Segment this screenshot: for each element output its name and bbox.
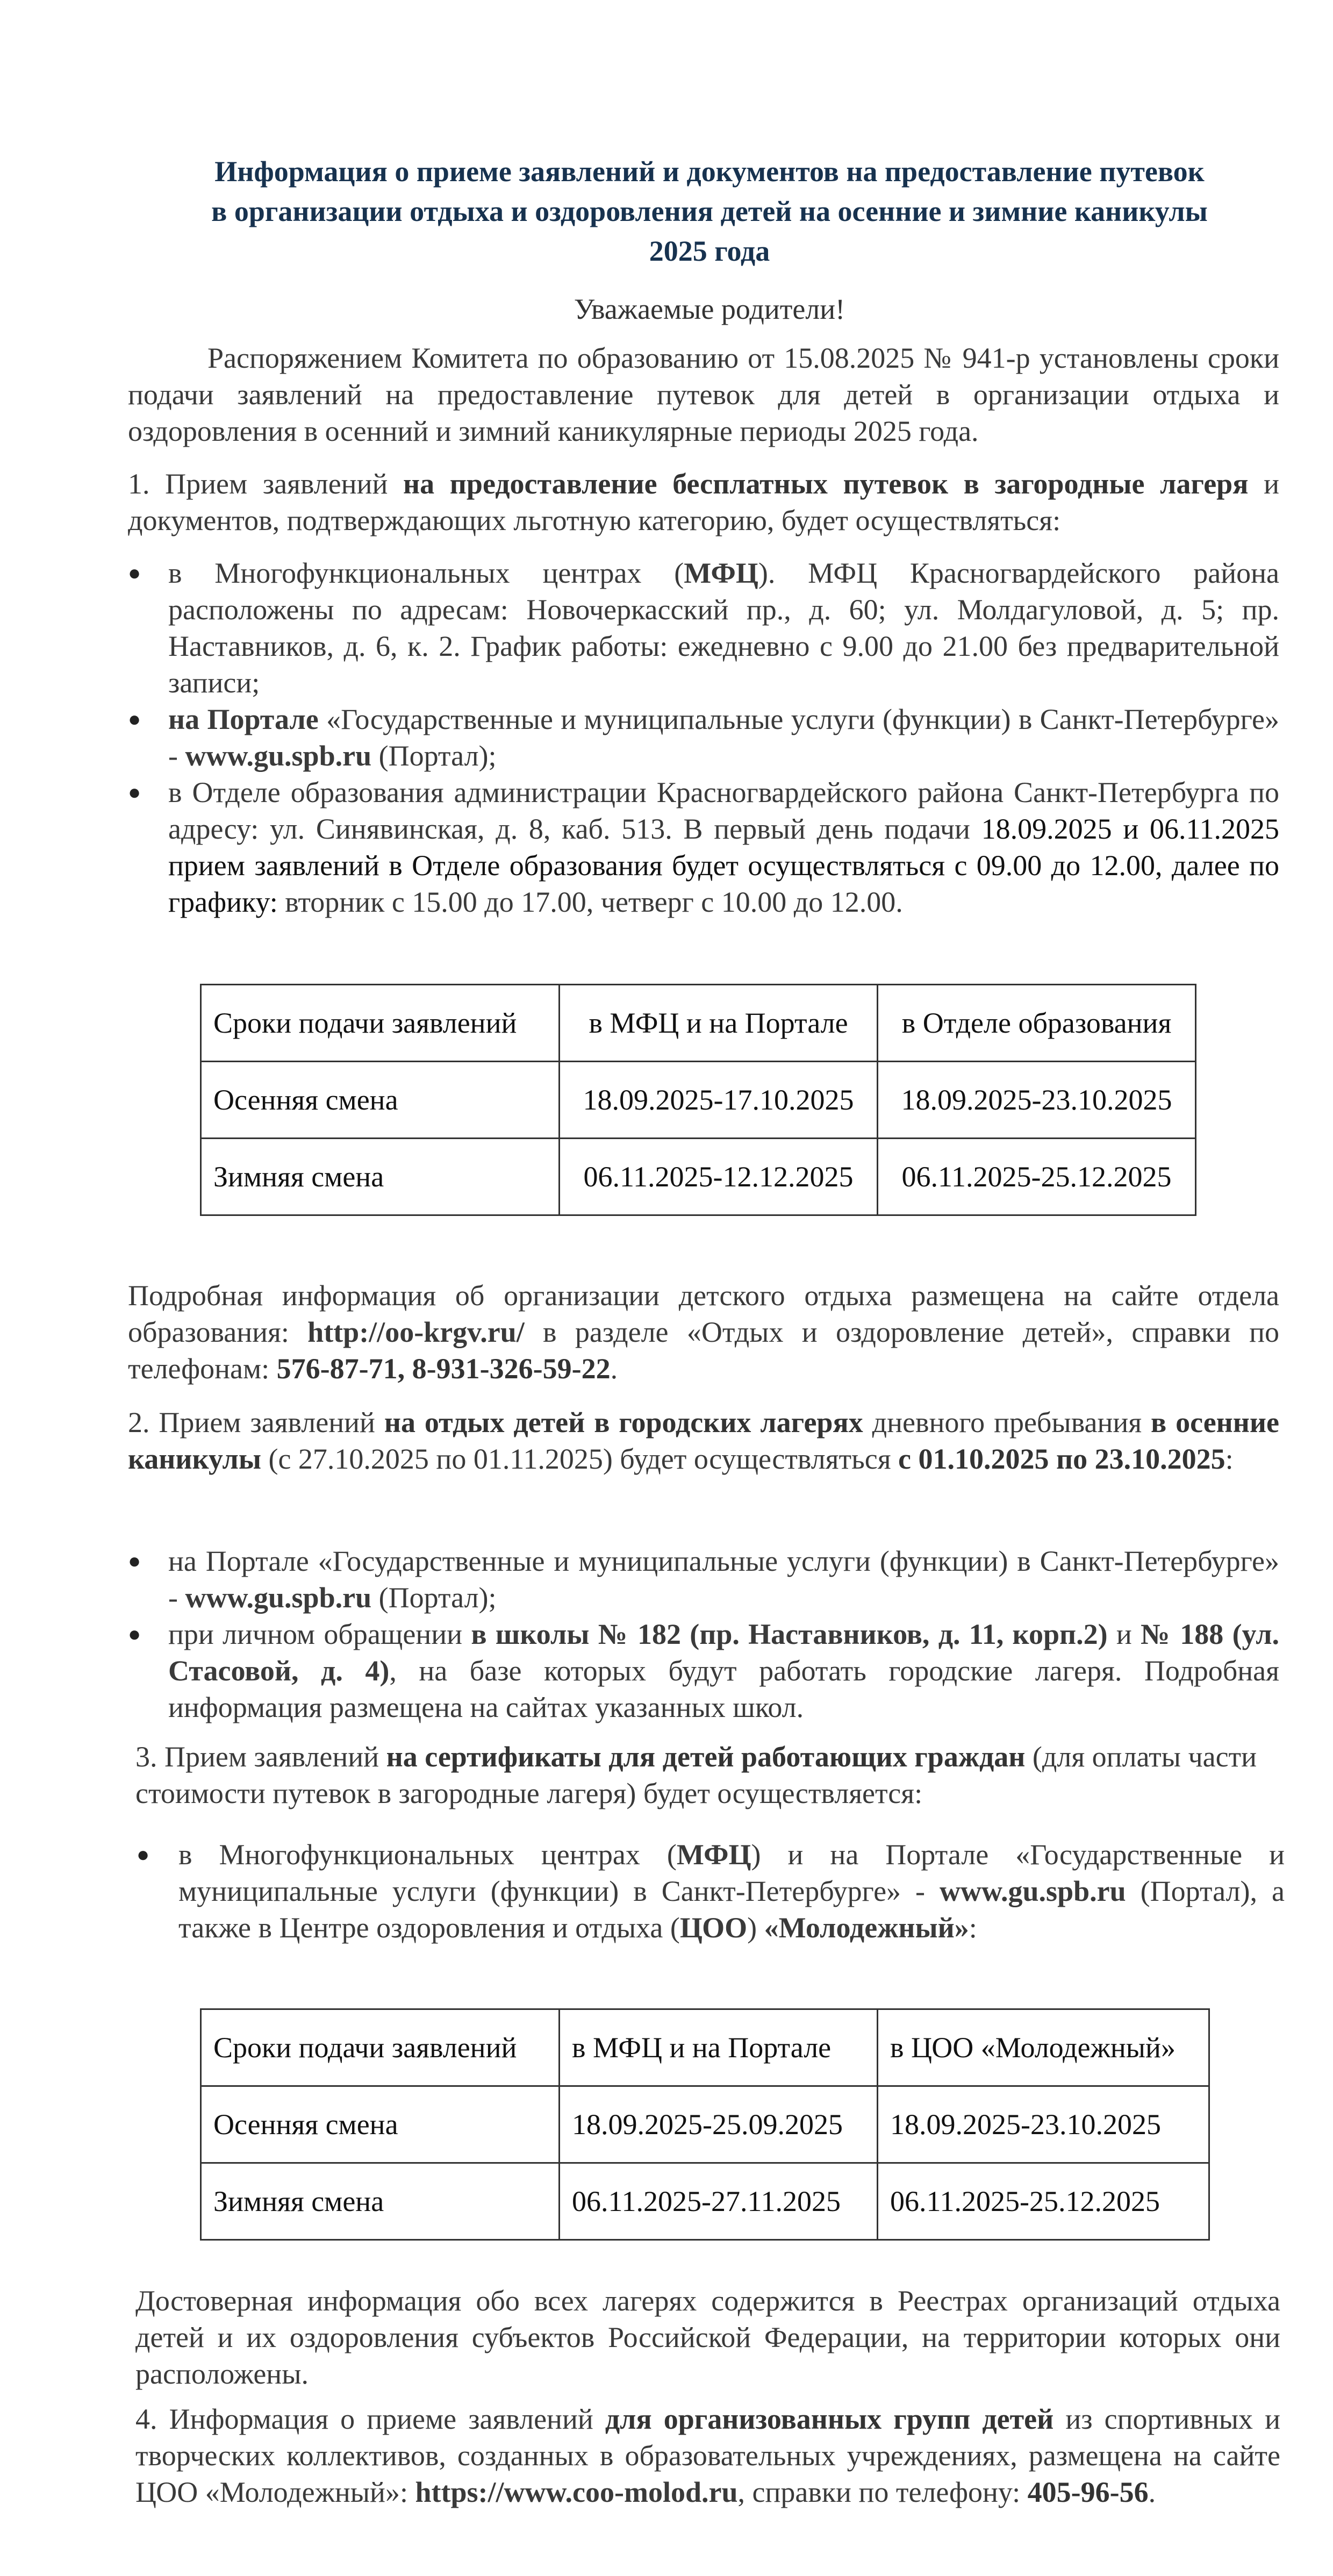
item-text: в Многофункциональных центрах ( <box>178 1838 677 1871</box>
table-header-cell: в Отделе образования <box>878 985 1196 1062</box>
table-cell: 06.11.2025-25.12.2025 <box>878 2163 1209 2240</box>
document-title <box>129 152 1290 271</box>
item-bold: МФЦ <box>676 1838 751 1871</box>
section-4-phone: 405-96-56 <box>1027 2476 1149 2508</box>
section-2-bold: в осенние каникулы <box>128 1406 1279 1475</box>
bullet-icon: ● <box>128 561 141 585</box>
schedule-table-1 <box>200 984 1196 1216</box>
section-3-bold: на сертификаты для детей работающих граждан <box>386 1741 1026 1773</box>
table-cell: 18.09.2025-23.10.2025 <box>878 1062 1196 1139</box>
section-1-heading <box>128 466 1279 539</box>
item-bold: «Молодежный» <box>764 1912 969 1944</box>
title-line-2: в организации отдыха и оздоровления детей на осенние и зимние каникулы <box>211 195 1208 227</box>
section-2-text: : <box>1225 1443 1234 1475</box>
table-header-cell: в ЦОО «Молодежный» <box>878 2009 1209 2086</box>
info-text: в разделе «Отдых и оздоровление детей», справки по телефонам: <box>128 1316 1279 1385</box>
info-text: Подробная информация об организации детского отдыха размещена на сайте отдела образования: <box>128 1279 1279 1348</box>
table-cell: 06.11.2025-12.12.2025 <box>560 1139 878 1215</box>
registry-note: Достоверная информация обо всех лагерях содержится в Реестрах организаций отдыха детей и их оздоровления субъектов Российской Федерации, на территории которых они расположены. <box>135 2285 1280 2390</box>
table-cell: 18.09.2025-25.09.2025 <box>560 2086 878 2163</box>
item-bold: ЦОО <box>679 1912 748 1944</box>
item-text: вторник с 15.00 до 17.00, четверг с 10.00 до 12.00. <box>277 886 903 918</box>
section-2-text: (с 27.10.2025 по 01.11.2025) будет осуществляться <box>261 1443 899 1475</box>
item-text: (Портал); <box>371 1582 497 1614</box>
table-row <box>201 1139 1196 1215</box>
item-text: в Отделе образования администрации Красногвардейского района Санкт-Петербурга по адресу: ул. Синявинская, д. 8, каб. 513. В первый день подачи <box>168 776 1279 845</box>
table-row <box>201 2163 1209 2240</box>
table-row <box>201 1062 1196 1139</box>
list-item-schools <box>128 1616 1279 1726</box>
section-4-text: . <box>1148 2476 1156 2508</box>
table-header-cell: в МФЦ и на Портале <box>560 2009 878 2086</box>
intro-paragraph: Распоряжением Комитета по образованию от 15.08.2025 № 941-р установлены сроки подачи заявлений на предоставление путевок для детей в организации отдыха и оздоровления в осенний и зимний каникулярные периоды 2025 года. <box>128 342 1279 447</box>
item-text: : <box>969 1912 977 1944</box>
list-item-portal <box>128 1543 1279 1616</box>
item-text: «Государственные и муниципальные услуги (функции) в Санкт-Петербурге» - <box>168 703 1280 772</box>
section-1-suffix: и документов, подтверждающих льготную категорию, будет осуществляться: <box>128 468 1279 536</box>
section-2-heading <box>128 1404 1279 1477</box>
title-line-3: 2025 года <box>649 235 770 267</box>
list-item-portal <box>128 701 1279 774</box>
item-text: ) <box>747 1912 764 1944</box>
list-item-education-dept <box>128 774 1279 920</box>
table-cell: 18.09.2025-23.10.2025 <box>878 2086 1209 2163</box>
section-2-text: дневного пребывания <box>863 1406 1151 1439</box>
table-cell: 06.11.2025-27.11.2025 <box>560 2163 878 2240</box>
coo-molod-link[interactable]: https://www.coo-molod.ru <box>415 2476 738 2508</box>
bullet-icon: ● <box>128 1549 141 1573</box>
section-4-paragraph <box>135 2401 1280 2510</box>
item-highlight: 18.09.2025 и 06.11.2025 прием заявлений в Отделе образования будет осуществляться с 09.00 до 12.00, далее по графику: <box>168 813 1279 918</box>
item-bold: на Портале <box>168 703 319 735</box>
section-4-text: , справки по телефону: <box>737 2476 1028 2508</box>
table-header-row <box>201 2009 1209 2086</box>
bullet-icon: ● <box>128 707 141 731</box>
section-3-heading <box>135 1738 1280 1812</box>
section-2-dates: с 01.10.2025 по 23.10.2025 <box>898 1443 1226 1475</box>
info-text: . <box>610 1353 618 1385</box>
greeting: Уважаемые родители! <box>574 293 845 325</box>
list-item-mfc <box>128 555 1279 701</box>
portal-link[interactable]: www.gu.spb.ru <box>185 740 372 772</box>
table-row <box>201 2086 1209 2163</box>
item-bold: № 188 (ул. Стасовой, д. 4) <box>168 1618 1279 1687</box>
table-cell: Осенняя смена <box>201 1062 560 1139</box>
section-3-suffix: (для оплаты части стоимости путевок в загородные лагеря) будет осуществляется: <box>135 1741 1257 1809</box>
section-3-prefix: 3. Прием заявлений <box>135 1741 386 1773</box>
section-2-prefix: 2. Прием заявлений <box>128 1406 384 1439</box>
info-phones: 576-87-71, 8-931-326-59-22 <box>276 1353 611 1385</box>
table-header-row <box>201 985 1196 1062</box>
section-4-bold: для организованных групп детей <box>605 2403 1054 2435</box>
item-text: ). МФЦ Красногвардейского района расположены по адресам: Новочеркасский пр., д. 60; ул. Молдагуловой, д. 5; пр. Наставников, д. 6, к. 2. График работы: ежедневно с 9.00 до 21.00 без предварительной записи; <box>168 557 1280 699</box>
item-text: на Портале «Государственные и муниципальные услуги (функции) в Санкт-Петербурге» - <box>168 1545 1279 1614</box>
section-4-text: из спортивных и творческих коллективов, созданных в образовательных учреждениях, размещена на сайте ЦОО «Молодежный»: <box>135 2403 1280 2508</box>
item-text: при личном обращении <box>168 1618 471 1650</box>
table-header-cell: Сроки подачи заявлений <box>201 985 560 1062</box>
item-text: в Многофункциональных центрах ( <box>168 557 684 589</box>
item-text: ) и на Портале «Государственные и муниципальные услуги (функции) в Санкт-Петербурге» - <box>178 1838 1285 1907</box>
section-2-bold: на отдых детей в городских лагерях <box>384 1406 863 1439</box>
section-4-prefix: 4. Информация о приеме заявлений <box>135 2403 605 2435</box>
table-cell: Зимняя смена <box>201 1139 560 1215</box>
title-line-1: Информация о приеме заявлений и документов на предоставление путевок <box>214 155 1205 188</box>
table-header-cell: Сроки подачи заявлений <box>201 2009 560 2086</box>
info-paragraph <box>128 1277 1279 1387</box>
table-cell: Зимняя смена <box>201 2163 560 2240</box>
portal-link[interactable]: www.gu.spb.ru <box>940 1875 1126 1907</box>
section-1-prefix: 1. Прием заявлений <box>128 468 404 500</box>
item-bold: в школы № 182 (пр. Наставников, д. 11, корп.2) <box>471 1618 1108 1650</box>
list-item-mfc-portal-coo <box>137 1836 1285 1946</box>
table-cell: 18.09.2025-17.10.2025 <box>560 1062 878 1139</box>
table-cell: Осенняя смена <box>201 2086 560 2163</box>
bullet-icon: ● <box>137 1842 150 1866</box>
oo-krgv-link[interactable]: http://oo-krgv.ru/ <box>307 1316 525 1348</box>
item-bold: МФЦ <box>684 557 758 589</box>
item-text: , на базе которых будут работать городские лагеря. Подробная информация размещена на сайтах указанных школ. <box>168 1655 1279 1723</box>
portal-link[interactable]: www.gu.spb.ru <box>185 1582 372 1614</box>
table-cell: 06.11.2025-25.12.2025 <box>878 1139 1196 1215</box>
schedule-table-2 <box>200 2008 1210 2241</box>
bullet-icon: ● <box>128 1622 141 1646</box>
item-text: (Портал), а также в Центре оздоровления и отдыха ( <box>178 1875 1285 1944</box>
section-1-bold: на предоставление бесплатных путевок в загородные лагеря <box>403 468 1249 500</box>
bullet-icon: ● <box>128 780 141 804</box>
item-text: (Портал); <box>371 740 497 772</box>
section-2-list <box>128 1543 1279 1726</box>
table-header-cell: в МФЦ и на Портале <box>560 985 878 1062</box>
section-1-list <box>128 555 1279 920</box>
section-3-list <box>137 1836 1285 1946</box>
item-text: и <box>1107 1618 1141 1650</box>
